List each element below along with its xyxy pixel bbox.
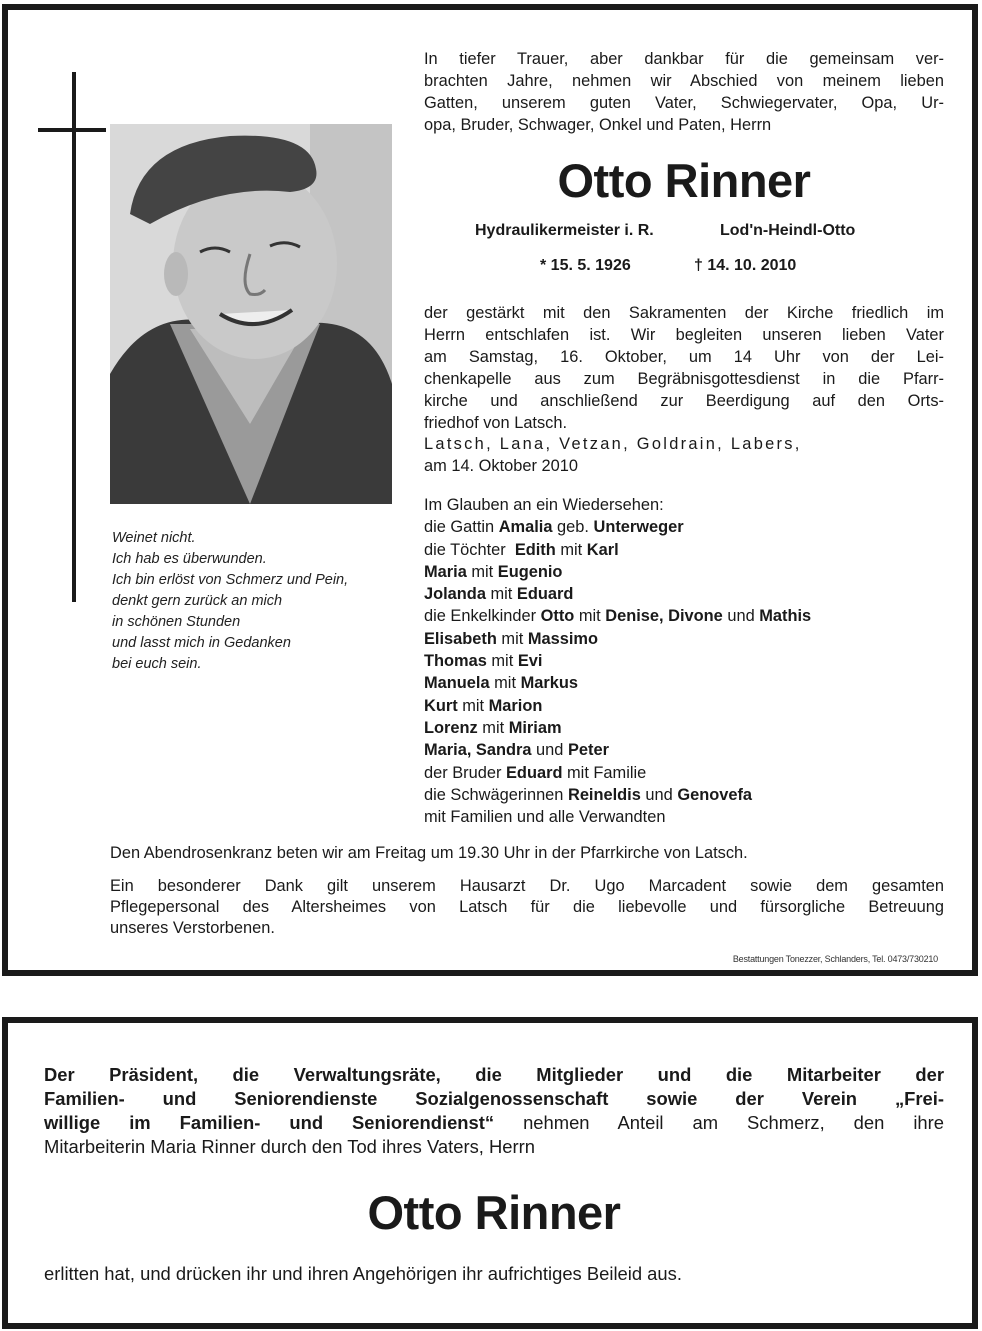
mourner-name: Manuela [424, 674, 490, 693]
condolence-text-rest: nehmen Anteil am Schmerz, den ihre [494, 1112, 944, 1133]
mourner-text: die Töchter [424, 540, 515, 559]
mourner-text: mit Familie [562, 763, 647, 782]
places: Latsch, Lana, Vetzan, Goldrain, Labers, [424, 435, 802, 453]
body-line: chenkapelle aus zum Begräbnisgottesdienst in die Pfarr- [424, 370, 944, 388]
mourner-name: Marion [488, 696, 543, 715]
mourner-line [424, 628, 964, 650]
poem-line: Ich bin erlöst von Schmerz und Pein, [112, 572, 349, 588]
undertaker-credit: Bestattungen Tonezzer, Schlanders, Tel. 0473/730210 [732, 954, 938, 964]
condolence-card [2, 1017, 978, 1329]
occupation: Hydraulikermeister i. R. [475, 222, 654, 239]
mourner-name: Eduard [506, 763, 563, 782]
mourner-text: und [640, 785, 678, 804]
mourner-name: Unterweger [593, 518, 684, 537]
mourner-text: mit [486, 652, 518, 671]
death-notice-card [2, 4, 978, 976]
mourner-name: Peter [567, 741, 609, 760]
mourner-name: Eduard [516, 585, 574, 604]
deceased-name-condolence: Otto Rinner [367, 1186, 621, 1239]
poem-line: Weinet nicht. [112, 530, 196, 546]
mourner-text: und [531, 741, 568, 760]
mourner-line [424, 583, 964, 605]
mourner-name: Jolanda [424, 585, 486, 604]
thanks-text [110, 876, 944, 939]
mourner-text: die Schwägerinnen [424, 785, 568, 804]
mourner-line [424, 762, 964, 784]
mourner-name: Reineldis [567, 785, 641, 804]
mourner-line: Im Glauben an ein Wiedersehen: [424, 496, 664, 514]
mourner-name: Kurt [424, 696, 458, 715]
rosary-announcement: Den Abendrosenkranz beten wir am Freitag um 19.30 Uhr in der Pfarrkirche von Latsch. [110, 844, 748, 862]
poem-line: in schönen Stunden [112, 614, 241, 630]
body-line: Herrn entschlafen ist. Wir begleiten unseren lieben Vater [424, 326, 944, 344]
condolence-line: Mitarbeiterin Maria Rinner durch den Tod ihres Vaters, Herrn [44, 1136, 535, 1157]
mourner-line [424, 695, 964, 717]
mourner-name: Maria [424, 562, 467, 581]
body-line: kirche und anschließend zur Beerdigung auf den Orts- [424, 392, 944, 410]
mourner-text: mit [574, 607, 606, 626]
mourner-text: mit [555, 540, 587, 559]
mourner-text: geb. [552, 518, 594, 537]
poem-line: Ich hab es überwunden. [112, 551, 267, 567]
mourner-name: Otto [540, 607, 575, 626]
mourner-line [424, 605, 964, 627]
condolence-line [44, 1111, 944, 1135]
mourner-line [424, 561, 964, 583]
mourner-name: Markus [520, 674, 578, 693]
mourner-name: Edith [514, 540, 556, 559]
thanks-line: unseres Verstorbenen. [110, 919, 275, 937]
mourner-line: mit Familien und alle Verwandten [424, 808, 666, 827]
poem-line: bei euch sein. [112, 656, 202, 672]
mourner-name: Maria, Sandra [424, 741, 532, 760]
mourner-name: Karl [586, 540, 619, 559]
mourner-text: mit [489, 674, 521, 693]
nickname: Lod'n-Heindl-Otto [720, 222, 856, 239]
body-line: der gestärkt mit den Sakramenten der Kirche friedlich im [424, 304, 944, 322]
mourner-line [424, 717, 964, 739]
funeral-details [424, 302, 944, 434]
mourner-text: die Enkelkinder [424, 607, 541, 626]
mourner-text: und [722, 607, 760, 626]
association-name: willige im Familien- und Seniorendienst“ [44, 1112, 495, 1133]
mourner-name: Amalia [498, 518, 553, 537]
mourner-name: Evi [517, 652, 543, 671]
mourner-name: Denise, Divone [605, 607, 723, 626]
mourner-name: Miriam [508, 718, 562, 737]
mourner-name: Massimo [527, 629, 598, 648]
mourner-name: Mathis [759, 607, 812, 626]
condolence-line: Familien- und Seniorendienste Sozialgenossenschaft sowie der Verein „Frei- [44, 1088, 944, 1109]
mourner-line [424, 784, 964, 806]
mourner-text: mit [485, 585, 517, 604]
condolence-line: Der Präsident, die Verwaltungsräte, die Mitglieder und die Mitarbeiter der [44, 1064, 944, 1085]
body-line: am Samstag, 16. Oktober, um 14 Uhr von der Lei- [424, 348, 944, 366]
poem-line: denkt gern zurück an mich [112, 593, 283, 609]
notice-date: am 14. Oktober 2010 [424, 457, 578, 475]
mourner-line [424, 650, 964, 672]
portrait-photo [110, 124, 392, 504]
birth-date: * 15. 5. 1926 [540, 257, 631, 274]
deceased-name: Otto Rinner [557, 154, 811, 207]
condolence-closing: erlitten hat, und drücken ihr und ihren Angehörigen ihr aufrichtiges Beileid aus. [44, 1263, 682, 1284]
mourner-name: Lorenz [424, 718, 478, 737]
mourner-line [424, 516, 964, 538]
condolence-text [44, 1063, 944, 1159]
mourner-text: der Bruder [424, 763, 506, 782]
mourner-text: mit [496, 629, 528, 648]
thanks-line: Pflegepersonal des Altersheimes von Latsch für die liebevolle und fürsorgliche Betreuung [110, 898, 944, 916]
body-line: friedhof von Latsch. [424, 414, 568, 432]
mourner-name: Thomas [424, 652, 487, 671]
mourner-line [424, 739, 964, 761]
mourner-text: die Gattin [424, 518, 499, 537]
mourner-text: mit [466, 562, 498, 581]
cross-icon-vertical [72, 72, 76, 602]
mourner-line [424, 539, 964, 561]
thanks-line: Ein besonderer Dank gilt unserem Hausarzt Dr. Ugo Marcadent sowie dem gesamten [110, 877, 944, 895]
mourner-name: Eugenio [497, 562, 563, 581]
death-date: † 14. 10. 2010 [694, 257, 797, 274]
mourner-line [424, 672, 964, 694]
poem-line: und lasst mich in Gedanken [112, 635, 291, 651]
mourner-name: Genovefa [677, 785, 753, 804]
poem [112, 528, 412, 675]
mourner-name: Elisabeth [424, 629, 497, 648]
intro-line: In tiefer Trauer, aber dankbar für die gemeinsam ver- [424, 50, 944, 68]
mourner-text: mit [477, 718, 509, 737]
intro-text [424, 48, 944, 136]
portrait-illustration [110, 124, 392, 504]
mourner-text: mit [457, 696, 489, 715]
intro-line: opa, Bruder, Schwager, Onkel und Paten, Herrn [424, 116, 772, 134]
intro-line: brachten Jahre, nehmen wir Abschied von meinem lieben [424, 72, 944, 90]
mourners-list [424, 494, 964, 828]
cross-icon-horizontal [38, 128, 106, 132]
intro-line: Gatten, unserem guten Vater, Schwiegervater, Opa, Ur- [424, 94, 944, 112]
